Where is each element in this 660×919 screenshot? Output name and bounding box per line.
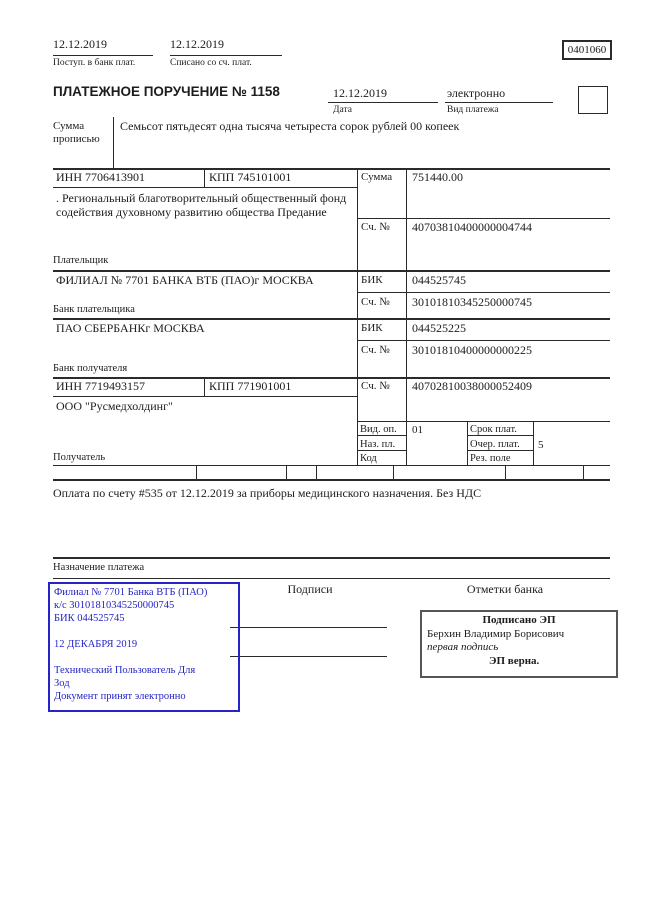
amount-words-value: Семьсот пятьдесят одна тысяча четыреста сорок рублей 00 копеек [120,119,460,133]
received-date-underline [53,55,153,56]
kod-label: Код [360,453,377,464]
ocher-plat-label: Очер. плат. [470,439,520,450]
debited-date-underline [170,55,282,56]
signatures-header: Подписи [287,582,333,596]
payee-account: 40702810038000052409 [412,379,532,393]
empty-row-divider-2 [286,465,287,479]
payment-kind-label: Вид платежа [447,105,499,115]
bik1-row-underline [357,292,610,293]
amount-words-divider [113,117,114,168]
payer-bank-account: 30101810345250000745 [412,295,532,309]
inn-row-underline-2 [53,396,357,397]
payer-bank-bik-label: БИК [361,274,383,286]
inn-kpp-divider-1 [204,168,205,187]
purpose-bottom-line [53,557,610,559]
rez-pole-label: Рез. поле [470,453,511,464]
payee-bank-label: Банк получателя [53,363,128,374]
signatures-top-line [53,578,610,579]
payer-account: 40703810400000004744 [412,220,532,234]
amount-label: Сумма [361,171,393,183]
payee-account-label: Сч. № [361,380,390,392]
inn-row-underline-1 [53,187,357,188]
stamp-line: БИК 044525745 [54,613,125,624]
empty-row-bottom-line [53,479,610,481]
amount-words-label-1: Сумма [53,120,85,132]
payer-kpp: КПП 745101001 [209,170,292,184]
amount-words-label-2: прописью [53,133,100,145]
stamp-line: 12 ДЕКАБРЯ 2019 [54,639,138,650]
eds-stamp-title: Подписано ЭП [482,614,556,626]
payer-bank-name: ФИЛИАЛ № 7701 БАНКА ВТБ (ПАО)г МОСКВА [56,273,314,287]
ocher-plat-value: 5 [538,439,544,451]
srok-plat-label: Срок плат. [470,424,517,435]
stamp-line: Зод [54,678,70,689]
signature-line-2 [230,656,387,657]
payee-kpp: КПП 771901001 [209,379,292,393]
purpose-label: Назначение платежа [53,562,145,573]
purpose-text: Оплата по счету #535 от 12.12.2019 за приборы медицинского назначения. Без НДС [53,486,482,500]
stamp-line: Филиал № 7701 Банка ВТБ (ПАО) [54,587,208,598]
eds-stamp-verified: ЭП верна. [489,654,540,667]
eds-stamp [420,610,618,678]
naz-pl-label: Наз. пл. [360,439,396,450]
subtable-divider-1 [467,421,468,465]
section-line-payer [53,270,610,272]
eds-stamp-signature-type: первая подпись [427,641,499,653]
subtable-top-line [357,421,610,422]
bank-marks-header: Отметки банка [466,582,544,596]
payment-kind-underline [445,102,553,103]
payer-name: . Региональный благотворительный общественный фонд содействия духовному развитию общества Предание [56,191,347,219]
payee-bank-name: ПАО СБЕРБАНКг МОСКВА [56,321,205,335]
payee-bank-account: 30101810400000000225 [412,343,532,357]
date-underline [328,102,438,103]
payer-bank-label: Банк плательщика [53,304,135,315]
stamp-line: Документ принят электронно [54,691,186,702]
payee-inn: ИНН 7719493157 [56,379,145,393]
document-title: ПЛАТЕЖНОЕ ПОРУЧЕНИЕ № 1158 [53,84,280,99]
amount-value: 751440.00 [412,170,463,184]
payee-bank-bik-label: БИК [361,322,383,334]
priority-box [578,86,608,114]
stamp-line: к/с 30101810345250000745 [54,600,175,611]
empty-row-divider-4 [393,465,394,479]
subtable-divider-2 [533,421,534,465]
received-date-label: Поступ. в банк плат. [53,58,136,68]
payer-account-label: Сч. № [361,221,390,233]
bik2-row-underline [357,340,610,341]
bank-acceptance-stamp [48,582,240,712]
signature-line-1 [230,627,387,628]
payer-inn: ИНН 7706413901 [56,170,145,184]
vid-op-value: 01 [412,424,423,436]
payee-bank-account-label: Сч. № [361,344,390,356]
date-label: Дата [333,105,352,115]
debited-date-label: Списано со сч. плат. [170,58,252,68]
empty-row-top-line [53,465,610,466]
payer-label: Плательщик [53,255,109,266]
section-line-payer-bank [53,318,610,320]
empty-row-divider-5 [505,465,506,479]
payer-bank-account-label: Сч. № [361,296,390,308]
payee-label: Получатель [53,452,106,463]
payee-name: ООО "Русмедхолдинг" [56,399,173,413]
vid-op-label: Вид. оп. [360,424,397,435]
empty-row-divider-6 [583,465,584,479]
stamp-line [54,651,234,664]
payer-bank-bik: 044525745 [412,273,466,287]
payee-bank-bik: 044525225 [412,321,466,335]
empty-row-divider-3 [316,465,317,479]
inn-kpp-divider-2 [204,377,205,396]
eds-stamp-name: Берхин Владимир Борисович [427,627,565,640]
form-code: 0401060 [567,44,607,56]
received-date: 12.12.2019 [53,37,107,51]
payment-kind: электронно [447,86,506,100]
amount-row-underline [357,218,610,219]
empty-row-divider-1 [196,465,197,479]
document-date: 12.12.2019 [333,86,387,100]
stamp-line [54,625,234,638]
debited-date: 12.12.2019 [170,37,224,51]
form-code-box [562,40,612,60]
stamp-line: Технический Пользователь Для [54,665,196,676]
